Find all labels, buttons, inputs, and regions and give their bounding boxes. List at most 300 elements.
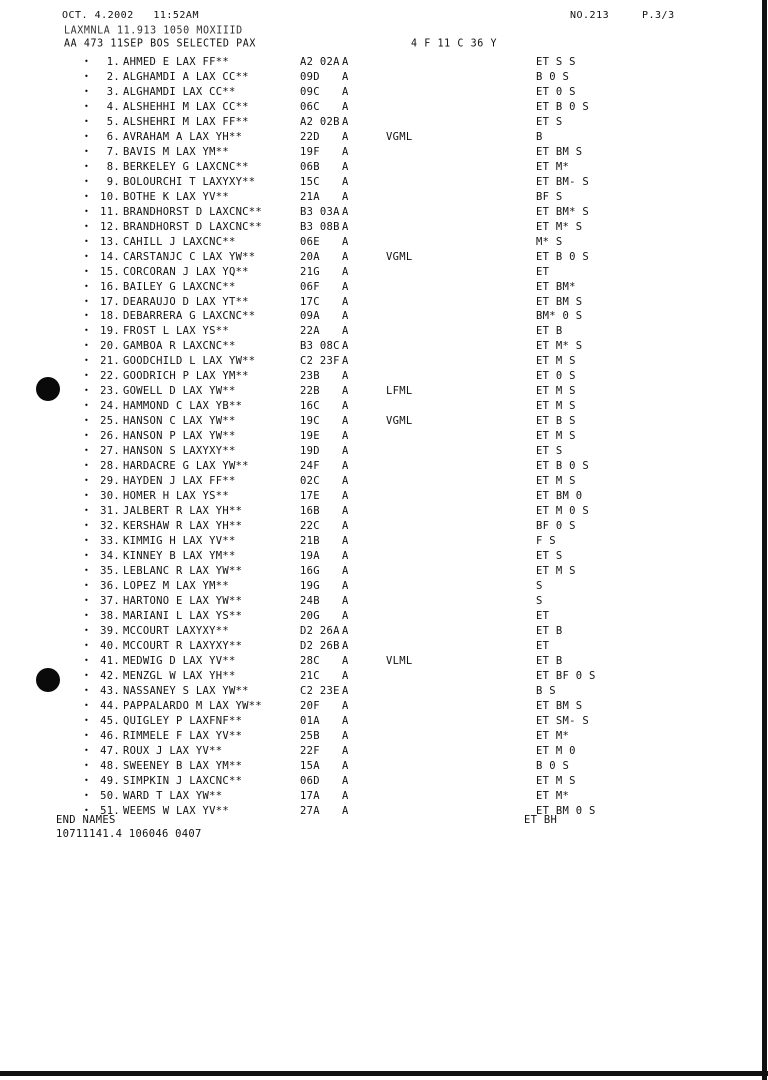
passenger-row bbox=[0, 775, 768, 790]
passenger-number: 22. bbox=[100, 370, 120, 383]
passenger-row bbox=[0, 670, 768, 685]
row-bullet-icon: • bbox=[84, 580, 90, 590]
row-bullet-icon: • bbox=[84, 610, 90, 620]
row-bullet-icon: • bbox=[84, 296, 90, 306]
passenger-seat: 19G bbox=[300, 579, 320, 592]
passenger-row bbox=[0, 535, 768, 550]
passenger-class: A bbox=[342, 654, 349, 667]
passenger-name: MEDWIG D LAX YV** bbox=[123, 654, 236, 667]
passenger-status-codes: ET BM S bbox=[536, 699, 583, 712]
passenger-name: BAILEY G LAXCNC** bbox=[123, 280, 236, 293]
passenger-class: A bbox=[342, 385, 349, 398]
passenger-status-codes: BF 0 S bbox=[536, 520, 576, 533]
passenger-class: A bbox=[342, 415, 349, 428]
passenger-status-codes: S bbox=[536, 579, 543, 592]
passenger-row bbox=[0, 580, 768, 595]
passenger-number: 44. bbox=[100, 699, 120, 712]
passenger-name: ROUX J LAX YV** bbox=[123, 744, 223, 757]
passenger-number: 41. bbox=[100, 654, 120, 667]
row-bullet-icon: • bbox=[84, 446, 90, 456]
report-header-line-2 bbox=[64, 37, 498, 50]
passenger-class: A bbox=[342, 505, 349, 518]
passenger-number: 24. bbox=[100, 400, 120, 413]
passenger-number: 13. bbox=[100, 235, 120, 248]
row-bullet-icon: • bbox=[84, 176, 90, 186]
passenger-status-codes: F S bbox=[536, 535, 556, 548]
passenger-status-codes: ET 0 S bbox=[536, 85, 576, 98]
passenger-number: 11. bbox=[100, 205, 120, 218]
passenger-status-codes: B S bbox=[536, 684, 556, 697]
row-bullet-icon: • bbox=[84, 491, 90, 501]
passenger-row bbox=[0, 415, 768, 430]
passenger-seat: 16B bbox=[300, 505, 320, 518]
passenger-row bbox=[0, 146, 768, 161]
passenger-name: ALGHAMDI LAX CC** bbox=[123, 85, 236, 98]
row-bullet-icon: • bbox=[84, 101, 90, 111]
passenger-class: A bbox=[342, 100, 349, 113]
passenger-status-codes: ET BM 0 S bbox=[536, 804, 596, 817]
passenger-row bbox=[0, 715, 768, 730]
row-bullet-icon: • bbox=[84, 266, 90, 276]
passenger-seat: 19F bbox=[300, 145, 320, 158]
passenger-row bbox=[0, 296, 768, 311]
end-names-label: END NAMES bbox=[56, 814, 116, 826]
passenger-name: WEEMS W LAX YV** bbox=[123, 804, 229, 817]
row-bullet-icon: • bbox=[84, 506, 90, 516]
scan-edge-line bbox=[762, 0, 767, 1080]
passenger-row bbox=[0, 101, 768, 116]
passenger-row bbox=[0, 281, 768, 296]
row-bullet-icon: • bbox=[84, 281, 90, 291]
passenger-class: A bbox=[342, 475, 349, 488]
row-bullet-icon: • bbox=[84, 116, 90, 126]
passenger-seat: 15A bbox=[300, 759, 320, 772]
passenger-seat: 06E bbox=[300, 235, 320, 248]
passenger-row bbox=[0, 266, 768, 281]
passenger-seat: 19C bbox=[300, 415, 320, 428]
passenger-number: 21. bbox=[100, 355, 120, 368]
passenger-status-codes: ET M 0 bbox=[536, 744, 576, 757]
passenger-class: A bbox=[342, 145, 349, 158]
passenger-row bbox=[0, 475, 768, 490]
passenger-seat: 09A bbox=[300, 310, 320, 323]
passenger-row bbox=[0, 685, 768, 700]
passenger-name: AVRAHAM A LAX YH** bbox=[123, 130, 243, 143]
passenger-seat: 09D bbox=[300, 70, 320, 83]
passenger-row bbox=[0, 520, 768, 535]
passenger-class: A bbox=[342, 445, 349, 458]
passenger-meal-code: VGML bbox=[386, 415, 413, 428]
passenger-name: KINNEY B LAX YM** bbox=[123, 550, 236, 562]
passenger-number: 28. bbox=[100, 460, 120, 473]
passenger-seat: 22C bbox=[300, 520, 320, 533]
passenger-status-codes: ET BM* S bbox=[536, 205, 589, 218]
passenger-row bbox=[0, 221, 768, 236]
passenger-seat: 06F bbox=[300, 280, 320, 293]
passenger-status-codes: B 0 S bbox=[536, 759, 570, 772]
passenger-name: DEBARRERA G LAXCNC** bbox=[123, 310, 256, 323]
passenger-row bbox=[0, 206, 768, 221]
row-bullet-icon: • bbox=[84, 775, 90, 785]
passenger-number: 34. bbox=[100, 550, 120, 562]
passenger-status-codes: ET M S bbox=[536, 475, 576, 488]
passenger-status-codes: ET BM 0 bbox=[536, 490, 583, 503]
passenger-status-codes: ET SM- S bbox=[536, 714, 589, 727]
passenger-class: A bbox=[342, 729, 349, 742]
row-bullet-icon: • bbox=[84, 251, 90, 261]
passenger-name: NASSANEY S LAX YW** bbox=[123, 684, 249, 697]
passenger-row bbox=[0, 610, 768, 625]
document-id-line: 10711141.4 106046 0407 bbox=[56, 828, 202, 840]
passenger-class: A bbox=[342, 609, 349, 622]
passenger-class: A bbox=[342, 579, 349, 592]
passenger-class: A bbox=[342, 70, 349, 83]
fax-date: OCT. 4.2002 bbox=[62, 10, 134, 21]
passenger-class: A bbox=[342, 190, 349, 203]
passenger-status-codes: ET M* S bbox=[536, 220, 583, 233]
passenger-seat: B3 08B bbox=[300, 220, 340, 233]
passenger-class: A bbox=[342, 115, 349, 128]
passenger-class: A bbox=[342, 714, 349, 727]
passenger-meal-code: VLML bbox=[386, 654, 413, 667]
passenger-seat: 21G bbox=[300, 265, 320, 278]
passenger-number: 32. bbox=[100, 520, 120, 533]
passenger-row bbox=[0, 730, 768, 745]
fax-number: NO.213 bbox=[570, 10, 610, 21]
passenger-status-codes: ET B bbox=[536, 624, 563, 637]
passenger-number: 36. bbox=[100, 579, 120, 592]
passenger-seat: 22D bbox=[300, 130, 320, 143]
row-bullet-icon: • bbox=[84, 221, 90, 231]
passenger-meal-code: LFML bbox=[386, 385, 413, 398]
passenger-status-codes: ET M S bbox=[536, 400, 576, 413]
passenger-number: 31. bbox=[100, 505, 120, 518]
passenger-seat: 17A bbox=[300, 789, 320, 802]
passenger-seat: 22F bbox=[300, 744, 320, 757]
passenger-seat: 28C bbox=[300, 654, 320, 667]
passenger-number: 3. bbox=[106, 85, 120, 98]
passenger-seat: B3 03A bbox=[300, 205, 340, 218]
passenger-status-codes: ET S bbox=[536, 445, 563, 458]
passenger-number: 45. bbox=[100, 714, 120, 727]
passenger-row bbox=[0, 460, 768, 475]
passenger-seat: 06B bbox=[300, 160, 320, 173]
row-bullet-icon: • bbox=[84, 191, 90, 201]
passenger-name: RIMMELE F LAX YV** bbox=[123, 729, 243, 742]
passenger-name: SIMPKIN J LAXCNC** bbox=[123, 774, 243, 787]
row-bullet-icon: • bbox=[84, 401, 90, 411]
passenger-status-codes: ET M S bbox=[536, 355, 576, 368]
passenger-class: A bbox=[342, 205, 349, 218]
row-bullet-icon: • bbox=[84, 86, 90, 96]
passenger-seat: 27A bbox=[300, 804, 320, 817]
passenger-number: 38. bbox=[100, 609, 120, 622]
row-bullet-icon: • bbox=[84, 790, 90, 800]
passenger-name: BRANDHORST D LAXCNC** bbox=[123, 220, 263, 233]
row-bullet-icon: • bbox=[84, 386, 90, 396]
passenger-number: 4. bbox=[106, 100, 120, 113]
passenger-name: CORCORAN J LAX YQ** bbox=[123, 265, 249, 278]
passenger-seat: 22A bbox=[300, 325, 320, 338]
passenger-class: A bbox=[342, 804, 349, 817]
passenger-status-codes: ET M* bbox=[536, 729, 570, 742]
passenger-status-codes: B 0 S bbox=[536, 70, 570, 83]
passenger-row bbox=[0, 355, 768, 370]
row-bullet-icon: • bbox=[84, 760, 90, 770]
passenger-name: HOMER H LAX YS** bbox=[123, 490, 229, 503]
passenger-number: 10. bbox=[100, 190, 120, 203]
passenger-number: 49. bbox=[100, 774, 120, 787]
passenger-number: 23. bbox=[100, 385, 120, 398]
passenger-number: 12. bbox=[100, 220, 120, 233]
passenger-number: 14. bbox=[100, 250, 120, 263]
report-flight-title: AA 473 11SEP BOS SELECTED PAX bbox=[64, 37, 256, 50]
passenger-status-codes: M* S bbox=[536, 235, 563, 248]
passenger-name: MCCOURT R LAXYXY** bbox=[123, 639, 243, 652]
passenger-class: A bbox=[342, 85, 349, 98]
passenger-seat: 20F bbox=[300, 699, 320, 712]
passenger-number: 33. bbox=[100, 535, 120, 548]
passenger-class: A bbox=[342, 340, 349, 353]
row-bullet-icon: • bbox=[84, 536, 90, 546]
row-bullet-icon: • bbox=[84, 521, 90, 531]
passenger-number: 20. bbox=[100, 340, 120, 353]
passenger-class: A bbox=[342, 624, 349, 637]
passenger-row bbox=[0, 325, 768, 340]
passenger-name: SWEENEY B LAX YM** bbox=[123, 759, 243, 772]
passenger-number: 15. bbox=[100, 265, 120, 278]
passenger-seat: 19A bbox=[300, 550, 320, 562]
passenger-class: A bbox=[342, 400, 349, 413]
passenger-name: ALSHEHRI M LAX FF** bbox=[123, 115, 249, 128]
passenger-status-codes: ET S bbox=[536, 550, 563, 562]
passenger-status-codes: ET B bbox=[536, 325, 563, 338]
passenger-status-codes: ET B 0 S bbox=[536, 100, 589, 113]
passenger-name: HANSON S LAXYXY** bbox=[123, 445, 236, 458]
passenger-number: 42. bbox=[100, 669, 120, 682]
passenger-number: 7. bbox=[106, 145, 120, 158]
passenger-seat: 25B bbox=[300, 729, 320, 742]
passenger-number: 39. bbox=[100, 624, 120, 637]
passenger-class: A bbox=[342, 460, 349, 473]
row-bullet-icon: • bbox=[84, 206, 90, 216]
passenger-status-codes: ET bbox=[536, 609, 550, 622]
passenger-status-codes: BF S bbox=[536, 190, 563, 203]
passenger-row bbox=[0, 550, 768, 565]
passenger-status-codes: ET B S bbox=[536, 415, 576, 428]
passenger-name: HAMMOND C LAX YB** bbox=[123, 400, 243, 413]
passenger-name: BOTHE K LAX YV** bbox=[123, 190, 229, 203]
passenger-row bbox=[0, 56, 768, 71]
passenger-number: 51. bbox=[100, 804, 120, 817]
passenger-row bbox=[0, 430, 768, 445]
row-bullet-icon: • bbox=[84, 431, 90, 441]
passenger-row bbox=[0, 565, 768, 580]
scan-edge-line bbox=[0, 1071, 768, 1076]
passenger-status-codes: ET bbox=[536, 639, 550, 652]
passenger-class: A bbox=[342, 295, 349, 308]
passenger-class: A bbox=[342, 699, 349, 712]
row-bullet-icon: • bbox=[84, 700, 90, 710]
passenger-number: 16. bbox=[100, 280, 120, 293]
row-bullet-icon: • bbox=[84, 236, 90, 246]
row-bullet-icon: • bbox=[84, 685, 90, 695]
passenger-class: A bbox=[342, 550, 349, 562]
passenger-name: KIMMIG H LAX YV** bbox=[123, 535, 236, 548]
passenger-name: ALSHEHHI M LAX CC** bbox=[123, 100, 249, 113]
passenger-seat: 16C bbox=[300, 400, 320, 413]
passenger-class: A bbox=[342, 774, 349, 787]
passenger-name: DEARAUJO D LAX YT** bbox=[123, 295, 249, 308]
passenger-class: A bbox=[342, 430, 349, 443]
passenger-class: A bbox=[342, 684, 349, 697]
passenger-number: 43. bbox=[100, 684, 120, 697]
passenger-seat: 15C bbox=[300, 175, 320, 188]
passenger-number: 25. bbox=[100, 415, 120, 428]
row-bullet-icon: • bbox=[84, 371, 90, 381]
passenger-name: AHMED E LAX FF** bbox=[123, 56, 229, 68]
passenger-number: 9. bbox=[106, 175, 120, 188]
passenger-row bbox=[0, 625, 768, 640]
passenger-status-codes: ET M 0 S bbox=[536, 505, 589, 518]
passenger-name: HARTONO E LAX YW** bbox=[123, 594, 243, 607]
passenger-row bbox=[0, 745, 768, 760]
passenger-class: A bbox=[342, 669, 349, 682]
passenger-row bbox=[0, 236, 768, 251]
passenger-name: GOWELL D LAX YW** bbox=[123, 385, 236, 398]
passenger-name: HANSON P LAX YW** bbox=[123, 430, 236, 443]
passenger-class: A bbox=[342, 265, 349, 278]
passenger-name: BRANDHORST D LAXCNC** bbox=[123, 205, 263, 218]
passenger-row bbox=[0, 176, 768, 191]
passenger-class: A bbox=[342, 235, 349, 248]
punch-hole-icon bbox=[36, 377, 60, 401]
passenger-seat: 19E bbox=[300, 430, 320, 443]
passenger-status-codes: ET BM S bbox=[536, 145, 583, 158]
passenger-row bbox=[0, 370, 768, 385]
passenger-number: 35. bbox=[100, 564, 120, 577]
passenger-row bbox=[0, 116, 768, 131]
passenger-seat: 23B bbox=[300, 370, 320, 383]
fax-page-count: P.3/3 bbox=[642, 10, 675, 21]
passenger-class: A bbox=[342, 175, 349, 188]
passenger-status-codes: ET B bbox=[536, 654, 563, 667]
passenger-name: HANSON C LAX YW** bbox=[123, 415, 236, 428]
passenger-name: MARIANI L LAX YS** bbox=[123, 609, 243, 622]
passenger-status-codes: ET M S bbox=[536, 774, 576, 787]
passenger-number: 18. bbox=[100, 310, 120, 323]
passenger-name: PAPPALARDO M LAX YW** bbox=[123, 699, 263, 712]
passenger-row bbox=[0, 385, 768, 400]
passenger-row bbox=[0, 310, 768, 325]
passenger-row bbox=[0, 251, 768, 266]
passenger-seat: 20G bbox=[300, 609, 320, 622]
passenger-class: A bbox=[342, 355, 349, 368]
row-bullet-icon: • bbox=[84, 341, 90, 351]
passenger-class: A bbox=[342, 250, 349, 263]
passenger-seat: 02C bbox=[300, 475, 320, 488]
passenger-class: A bbox=[342, 160, 349, 173]
passenger-seat: 17E bbox=[300, 490, 320, 503]
passenger-status-codes: BM* 0 S bbox=[536, 310, 583, 323]
passenger-status-codes: ET bbox=[536, 265, 550, 278]
passenger-class: A bbox=[342, 130, 349, 143]
passenger-name: LEBLANC R LAX YW** bbox=[123, 564, 243, 577]
report-header-line-1: LAXMNLA 11.913 1050 MOXIIID bbox=[64, 24, 243, 37]
passenger-seat: A2 02A bbox=[300, 56, 340, 68]
fax-time: 11:52AM bbox=[153, 10, 199, 21]
passenger-row bbox=[0, 445, 768, 460]
passenger-status-codes: B bbox=[536, 130, 543, 143]
row-bullet-icon: • bbox=[84, 551, 90, 560]
passenger-row bbox=[0, 505, 768, 520]
passenger-status-codes: ET 0 S bbox=[536, 370, 576, 383]
row-bullet-icon: • bbox=[84, 565, 90, 575]
passenger-status-codes: ET B 0 S bbox=[536, 460, 589, 473]
row-bullet-icon: • bbox=[84, 745, 90, 755]
row-bullet-icon: • bbox=[84, 595, 90, 605]
passenger-name: CARSTANJC C LAX YW** bbox=[123, 250, 256, 263]
passenger-seat: 16G bbox=[300, 564, 320, 577]
passenger-seat: A2 02B bbox=[300, 115, 340, 128]
punch-hole-icon bbox=[36, 668, 60, 692]
passenger-status-codes: ET M* bbox=[536, 789, 570, 802]
passenger-seat: 06C bbox=[300, 100, 320, 113]
passenger-row bbox=[0, 191, 768, 206]
passenger-name: GAMBOA R LAXCNC** bbox=[123, 340, 236, 353]
passenger-number: 50. bbox=[100, 789, 120, 802]
passenger-status-codes: ET S bbox=[536, 115, 563, 128]
passenger-seat: C2 23E bbox=[300, 684, 340, 697]
passenger-number: 8. bbox=[106, 160, 120, 173]
passenger-seat: D2 26A bbox=[300, 624, 340, 637]
passenger-row bbox=[0, 655, 768, 670]
report-class-counts: 4 F 11 C 36 Y bbox=[411, 37, 498, 50]
row-bullet-icon: • bbox=[84, 356, 90, 366]
passenger-name: LOPEZ M LAX YM** bbox=[123, 579, 229, 592]
passenger-number: 17. bbox=[100, 295, 120, 308]
row-bullet-icon: • bbox=[84, 71, 90, 81]
row-bullet-icon: • bbox=[84, 805, 90, 815]
passenger-number: 47. bbox=[100, 744, 120, 757]
row-bullet-icon: • bbox=[84, 161, 90, 171]
passenger-status-codes: ET M S bbox=[536, 430, 576, 443]
passenger-class: A bbox=[342, 56, 349, 68]
passenger-number: 19. bbox=[100, 325, 120, 338]
passenger-row bbox=[0, 71, 768, 86]
passenger-row bbox=[0, 760, 768, 775]
passenger-class: A bbox=[342, 280, 349, 293]
row-bullet-icon: • bbox=[84, 146, 90, 156]
row-bullet-icon: • bbox=[84, 715, 90, 725]
passenger-class: A bbox=[342, 220, 349, 233]
passenger-class: A bbox=[342, 520, 349, 533]
passenger-seat: 09C bbox=[300, 85, 320, 98]
passenger-number: 6. bbox=[106, 130, 120, 143]
row-bullet-icon: • bbox=[84, 311, 90, 321]
passenger-class: A bbox=[342, 325, 349, 338]
passenger-name: KERSHAW R LAX YH** bbox=[123, 520, 243, 533]
fax-date-time bbox=[62, 10, 199, 21]
passenger-seat: D2 26B bbox=[300, 639, 340, 652]
passenger-class: A bbox=[342, 744, 349, 757]
passenger-class: A bbox=[342, 759, 349, 772]
row-bullet-icon: • bbox=[84, 326, 90, 336]
end-names-line bbox=[56, 814, 558, 826]
passenger-status-codes: ET S S bbox=[536, 56, 576, 68]
passenger-row bbox=[0, 640, 768, 655]
passenger-number: 5. bbox=[106, 115, 120, 128]
